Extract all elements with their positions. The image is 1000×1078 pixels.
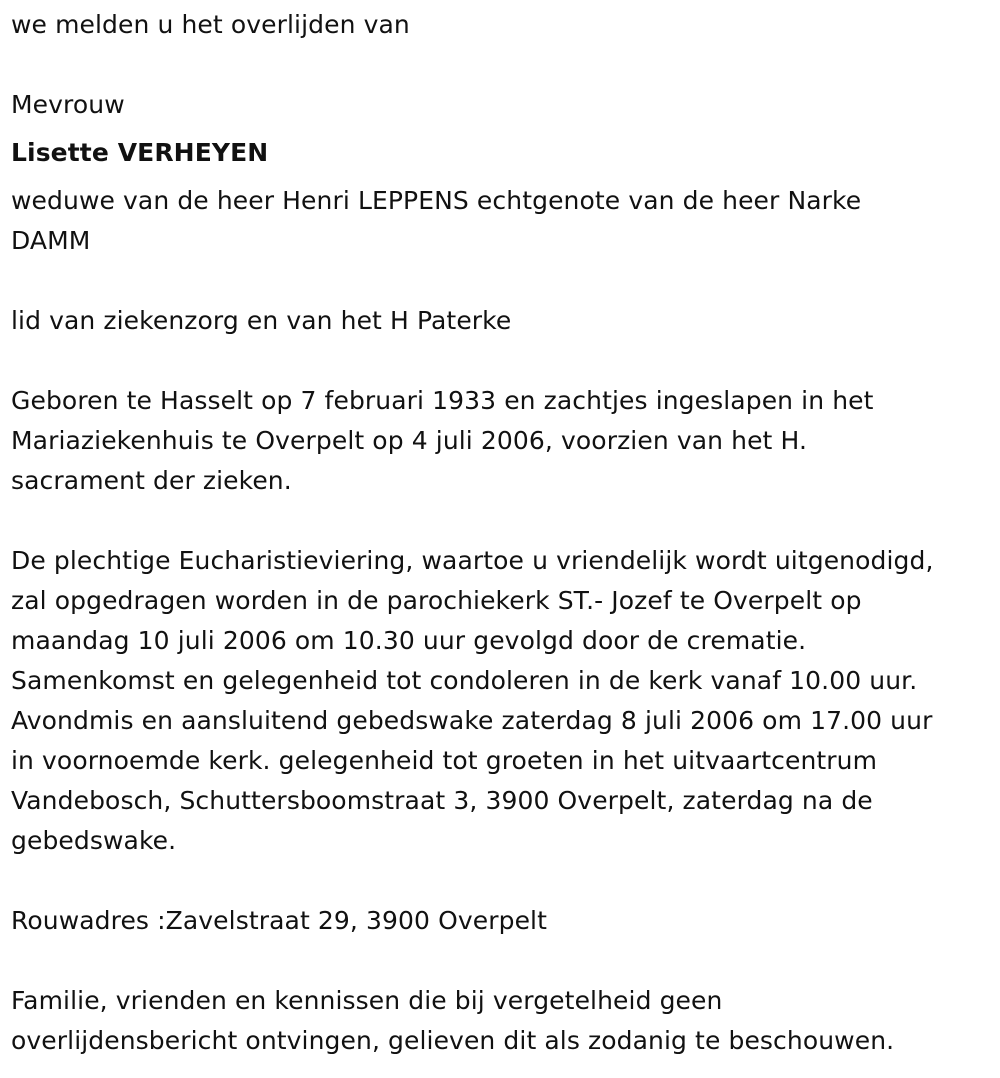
spacer [11,125,996,133]
ceremony-line: maandag 10 juli 2006 om 10.30 uur gevolgd door de crematie. [11,626,807,655]
ceremony-line: Samenkomst en gelegenheid tot condoleren in de kerk vanaf 10.00 uur. [11,666,918,695]
birth-death-line: Geboren te Hasselt op 7 februari 1933 en zachtjes ingeslapen in het [11,386,874,415]
spacer [11,941,996,981]
spacer [11,501,996,541]
spacer [11,261,996,301]
death-notice [11,5,996,1061]
ceremony-line: De plechtige Eucharistieviering, waartoe u vriendelijk wordt uitgenodigd, [11,546,934,575]
ceremony-line: Vandebosch, Schuttersboomstraat 3, 3900 Overpelt, zaterdag na de [11,786,873,815]
spacer [11,341,996,381]
relations-line: weduwe van de heer Henri LEPPENS echtgenote van de heer Narke [11,186,862,215]
ceremony-line: zal opgedragen worden in de parochiekerk ST.- Jozef te Overpelt op [11,586,862,615]
closing-line: overlijdensbericht ontvingen, gelieven dit als zodanig te beschouwen. [11,1026,895,1055]
relations-line: DAMM [11,226,91,255]
ceremony-line: Avondmis en aansluitend gebedswake zaterdag 8 juli 2006 om 17.00 uur [11,706,933,735]
closing-line: Familie, vrienden en kennissen die bij vergetelheid geen [11,986,723,1015]
spacer [11,45,996,85]
ceremony-line: in voornoemde kerk. gelegenheid tot groeten in het uitvaartcentrum [11,746,878,775]
intro-text: we melden u het overlijden van [11,10,410,39]
birth-death-line: Mariaziekenhuis te Overpelt op 4 juli 2006, voorzien van het H. [11,426,808,455]
deceased-name: Lisette VERHEYEN [11,138,269,167]
spacer [11,861,996,901]
membership-text: lid van ziekenzorg en van het H Paterke [11,306,512,335]
mourning-address: Rouwadres :Zavelstraat 29, 3900 Overpelt [11,906,547,935]
spacer [11,173,996,181]
honorific: Mevrouw [11,90,125,119]
birth-death-line: sacrament der zieken. [11,466,292,495]
ceremony-line: gebedswake. [11,826,177,855]
